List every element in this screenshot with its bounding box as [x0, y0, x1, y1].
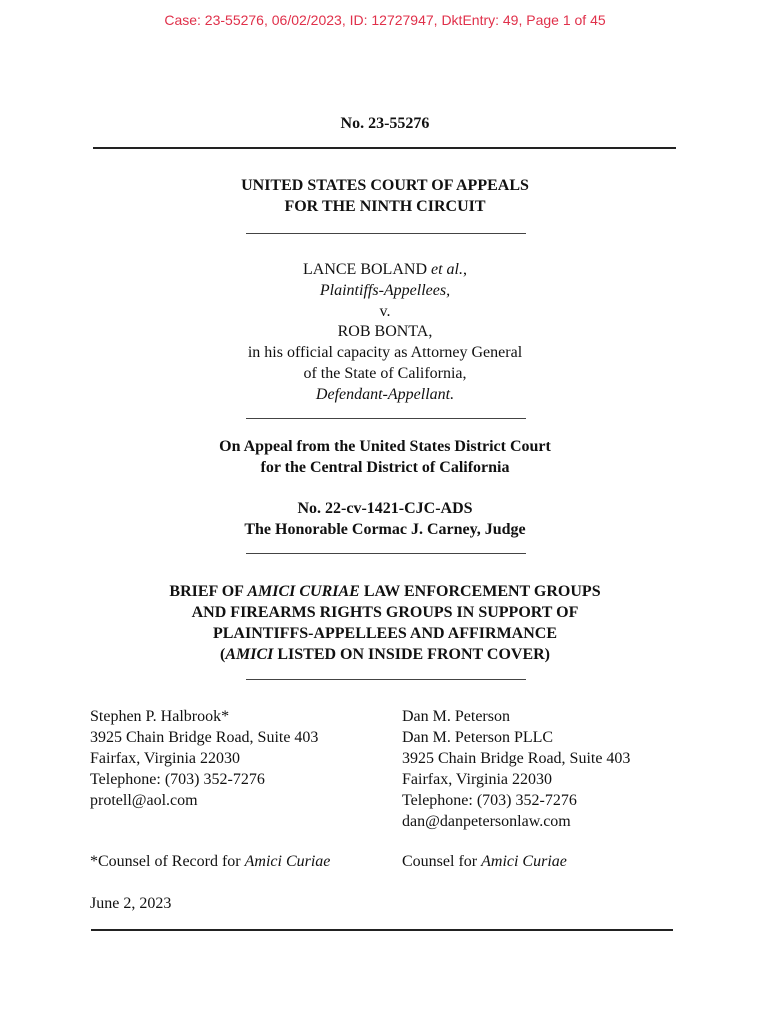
plaintiff-role: Plaintiffs-Appellees, — [319, 282, 451, 299]
docket-header: Case: 23-55276, 06/02/2023, ID: 12727947, DktEntry: 49, Page 1 of 45 — [164, 12, 606, 28]
divider — [246, 553, 526, 554]
brief-title-a: BRIEF OF — [169, 583, 244, 600]
counsel-right-role — [402, 851, 567, 872]
defendant-role: Defendant-Appellant. — [315, 386, 455, 403]
counsel-right-firm: Dan M. Peterson PLLC — [402, 729, 554, 746]
brief-title-3: PLAINTIFFS-APPELLEES AND AFFIRMANCE — [212, 625, 558, 642]
counsel-right-email: dan@danpetersonlaw.com — [402, 813, 571, 830]
counsel-left — [90, 706, 318, 811]
defendant-name: ROB BONTA, — [337, 323, 433, 340]
plaintiff-name: LANCE BOLAND — [303, 261, 427, 278]
counsel-right-address: 3925 Chain Bridge Road, Suite 403 — [402, 750, 631, 767]
counsel-left-city: Fairfax, Virginia 22030 — [90, 750, 240, 767]
versus: v. — [379, 303, 391, 320]
counsel-right-city: Fairfax, Virginia 22030 — [402, 771, 552, 788]
counsel-left-role-italic: Amici Curiae — [244, 853, 331, 870]
case-number: No. 23-55276 — [340, 115, 430, 132]
plaintiff-etal: et al. — [431, 261, 463, 278]
counsel-right-phone: Telephone: (703) 352-7276 — [402, 792, 577, 809]
defendant-description-2: of the State of California, — [303, 365, 467, 382]
brief-title-4 — [0, 644, 770, 665]
divider — [246, 233, 526, 234]
counsel-left-phone: Telephone: (703) 352-7276 — [90, 771, 265, 788]
filing-date: June 2, 2023 — [90, 895, 172, 912]
counsel-left-email: protell@aol.com — [90, 792, 198, 809]
court-name: UNITED STATES COURT OF APPEALS — [241, 177, 529, 194]
brief-title-b: LAW ENFORCEMENT GROUPS — [363, 583, 601, 600]
brief-title-4-a: ( — [219, 646, 226, 663]
counsel-right-role-italic: Amici Curiae — [481, 853, 567, 870]
counsel-right — [402, 706, 630, 832]
plaintiff-line: LANCE BOLAND et al., — [303, 261, 467, 278]
counsel-right-name: Dan M. Peterson — [402, 708, 510, 725]
brief-title — [0, 581, 770, 602]
defendant-description: in his official capacity as Attorney General — [247, 344, 523, 361]
counsel-left-address: 3925 Chain Bridge Road, Suite 403 — [90, 729, 319, 746]
bottom-rule — [91, 929, 673, 931]
court-circuit: FOR THE NINTH CIRCUIT — [284, 198, 486, 215]
appeal-district: for the Central District of California — [260, 459, 510, 476]
judge: The Honorable Cormac J. Carney, Judge — [244, 521, 526, 538]
counsel-left-name: Stephen P. Halbrook* — [90, 708, 230, 725]
divider — [246, 418, 526, 419]
counsel-right-role-prefix: Counsel for — [402, 853, 478, 870]
brief-title-4-b: LISTED ON INSIDE FRONT COVER) — [277, 646, 550, 663]
appeal-line: On Appeal from the United States District Court — [219, 438, 551, 455]
counsel-left-role-prefix: *Counsel of Record for — [90, 853, 241, 870]
district-case-number: No. 22-cv-1421-CJC-ADS — [297, 500, 473, 517]
brief-title-4-italic: AMICI — [225, 646, 274, 663]
top-rule — [93, 147, 676, 149]
brief-title-italic: AMICI CURIAE — [247, 583, 360, 600]
divider — [246, 679, 526, 680]
counsel-left-role — [90, 851, 330, 872]
brief-title-2: AND FIREARMS RIGHTS GROUPS IN SUPPORT OF — [191, 604, 579, 621]
